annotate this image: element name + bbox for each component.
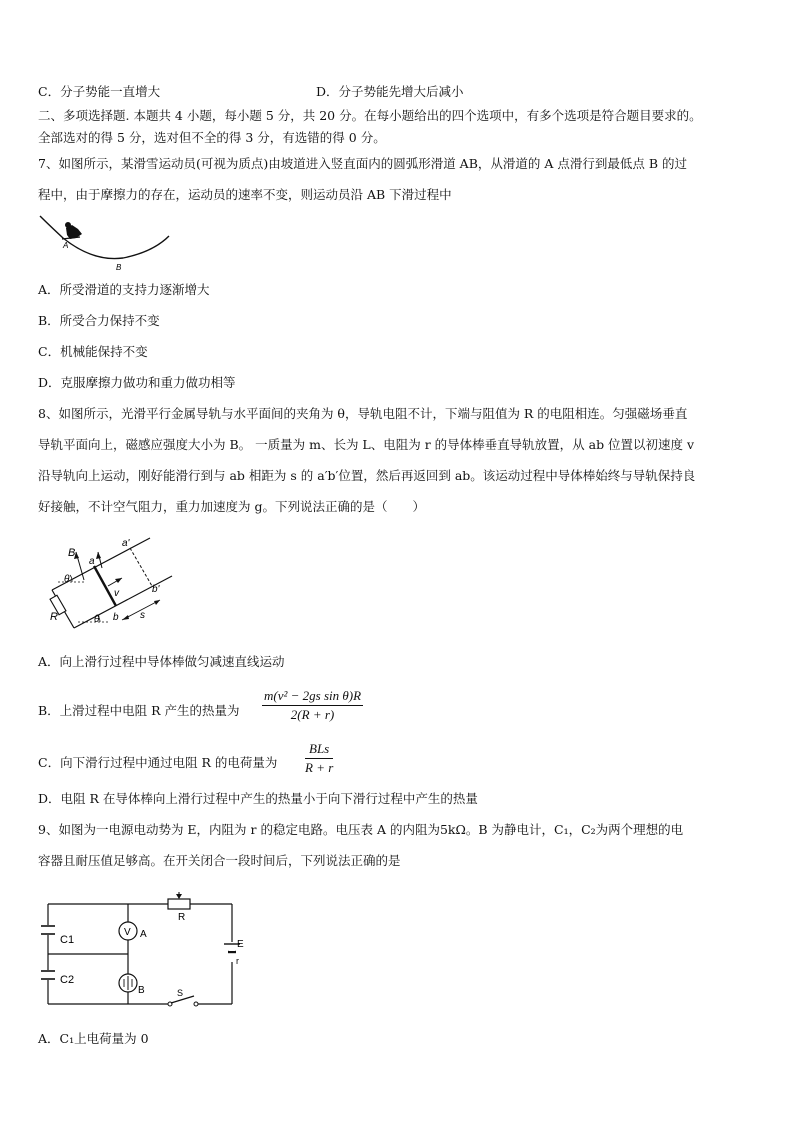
q8-option-a: A．向上滑行过程中导体棒做匀减速直线运动	[38, 654, 285, 669]
q9-label-c2: C2	[60, 974, 75, 986]
q9-label-c1: C1	[60, 934, 75, 946]
q8-stem-line2: 导轨平面向上，磁感应强度大小为 B。 一质量为 m、长为 L、电阻为 r 的导体棒垂直导轨放置，从 ab 位置以初速度 v	[38, 437, 695, 452]
q9-label-s: S	[177, 988, 184, 998]
q8-option-c-prefix: C．向下滑行过程中通过电阻 R 的电荷量为	[38, 755, 278, 770]
q8-stem-line3: 沿导轨向上运动，刚好能滑行到与 ab 相距为 s 的 a′b′位置，然后再返回到 ab。该运动过程中导体棒始终与导轨保持良	[38, 468, 696, 483]
q7-label-a: A	[63, 241, 69, 250]
q8-stem-line1: 8、如图所示，光滑平行金属导轨与水平面间的夹角为 θ，导轨电阻不计，下端与阻值为 R 的电阻相连。匀强磁场垂直	[38, 406, 688, 421]
q8-label-a-prime: a'	[122, 538, 130, 549]
section2-heading-line2: 全部选对的得 5 分，选对但不全的得 3 分，有选错的得 0 分。	[38, 130, 386, 145]
q8-label-b-prime: b'	[152, 584, 160, 595]
q8-label-b-field: B	[68, 547, 76, 559]
q7-option-d: D．克服摩擦力做功和重力做功相等	[38, 375, 236, 390]
q8-label-resistor: R	[50, 611, 58, 623]
q9-label-a: A	[140, 929, 147, 940]
q9-label-e: E	[237, 939, 244, 950]
q7-option-c: C．机械能保持不变	[38, 344, 148, 359]
q8-option-c-fraction	[305, 741, 333, 776]
q7-ski-slope-figure	[38, 212, 173, 274]
q7-stem-line2: 程中，由于摩擦力的存在，运动员的速率不变，则运动员沿 AB 下滑过程中	[38, 187, 452, 202]
q8-label-v: v	[114, 588, 119, 599]
q8-option-b-numerator: m(v² − 2gs sin θ)R	[264, 688, 362, 703]
q9-option-a: A．C₁上电荷量为 0	[38, 1031, 149, 1046]
q8-label-a: a	[89, 556, 95, 567]
q6-option-c: C．分子势能一直增大	[38, 84, 161, 99]
section2-heading-line1: 二、多项选择题. 本题共 4 小题，每小题 5 分，共 20 分。在每小题给出的四个选项中，有多个选项是符合题目要求的。	[38, 108, 702, 123]
q8-label-theta-top: θ	[64, 574, 70, 585]
q8-option-d: D．电阻 R 在导体棒向上滑行过程中产生的热量小于向下滑行过程中产生的热量	[38, 791, 478, 806]
q8-rail-figure	[44, 530, 180, 636]
q9-label-r-internal: r	[236, 956, 239, 966]
q8-label-s: s	[140, 610, 145, 621]
q8-option-b-prefix: B．上滑过程中电阻 R 产生的热量为	[38, 703, 240, 718]
q8-stem-line4: 好接触，不计空气阻力，重力加速度为 g。下列说法正确的是（ ）	[38, 499, 425, 514]
q8-option-b-denominator: 2(R + r)	[290, 707, 335, 722]
q7-option-b: B．所受合力保持不变	[38, 313, 160, 328]
q7-option-a: A．所受滑道的支持力逐渐增大	[38, 282, 210, 297]
q6-option-d: D．分子势能先增大后减小	[316, 84, 464, 99]
q9-stem-line2: 容器且耐压值足够高。在开关闭合一段时间后，下列说法正确的是	[38, 853, 401, 868]
q9-circuit-figure	[40, 892, 245, 1010]
q8-option-c-numerator: BLs	[309, 741, 330, 756]
q8-label-theta-bottom: θ	[94, 614, 100, 625]
q7-label-b: B	[116, 263, 122, 272]
q8-label-b: b	[113, 612, 119, 623]
q9-label-r: R	[178, 912, 186, 923]
q9-label-b: B	[138, 985, 145, 996]
q9-voltmeter-symbol: V	[124, 927, 131, 938]
q7-stem-line1: 7、如图所示，某滑雪运动员(可视为质点)由坡道进入竖直面内的圆弧形滑道 AB，从滑道的 A 点滑行到最低点 B 的过	[38, 156, 688, 171]
q9-stem-line1: 9、如图为一电源电动势为 E，内阻为 r 的稳定电路。电压表 A 的内阻为5kΩ。B 为静电计，C₁，C₂为两个理想的电	[38, 822, 684, 837]
q8-option-c-denominator: R + r	[305, 760, 334, 775]
q8-option-b-fraction	[262, 688, 363, 723]
